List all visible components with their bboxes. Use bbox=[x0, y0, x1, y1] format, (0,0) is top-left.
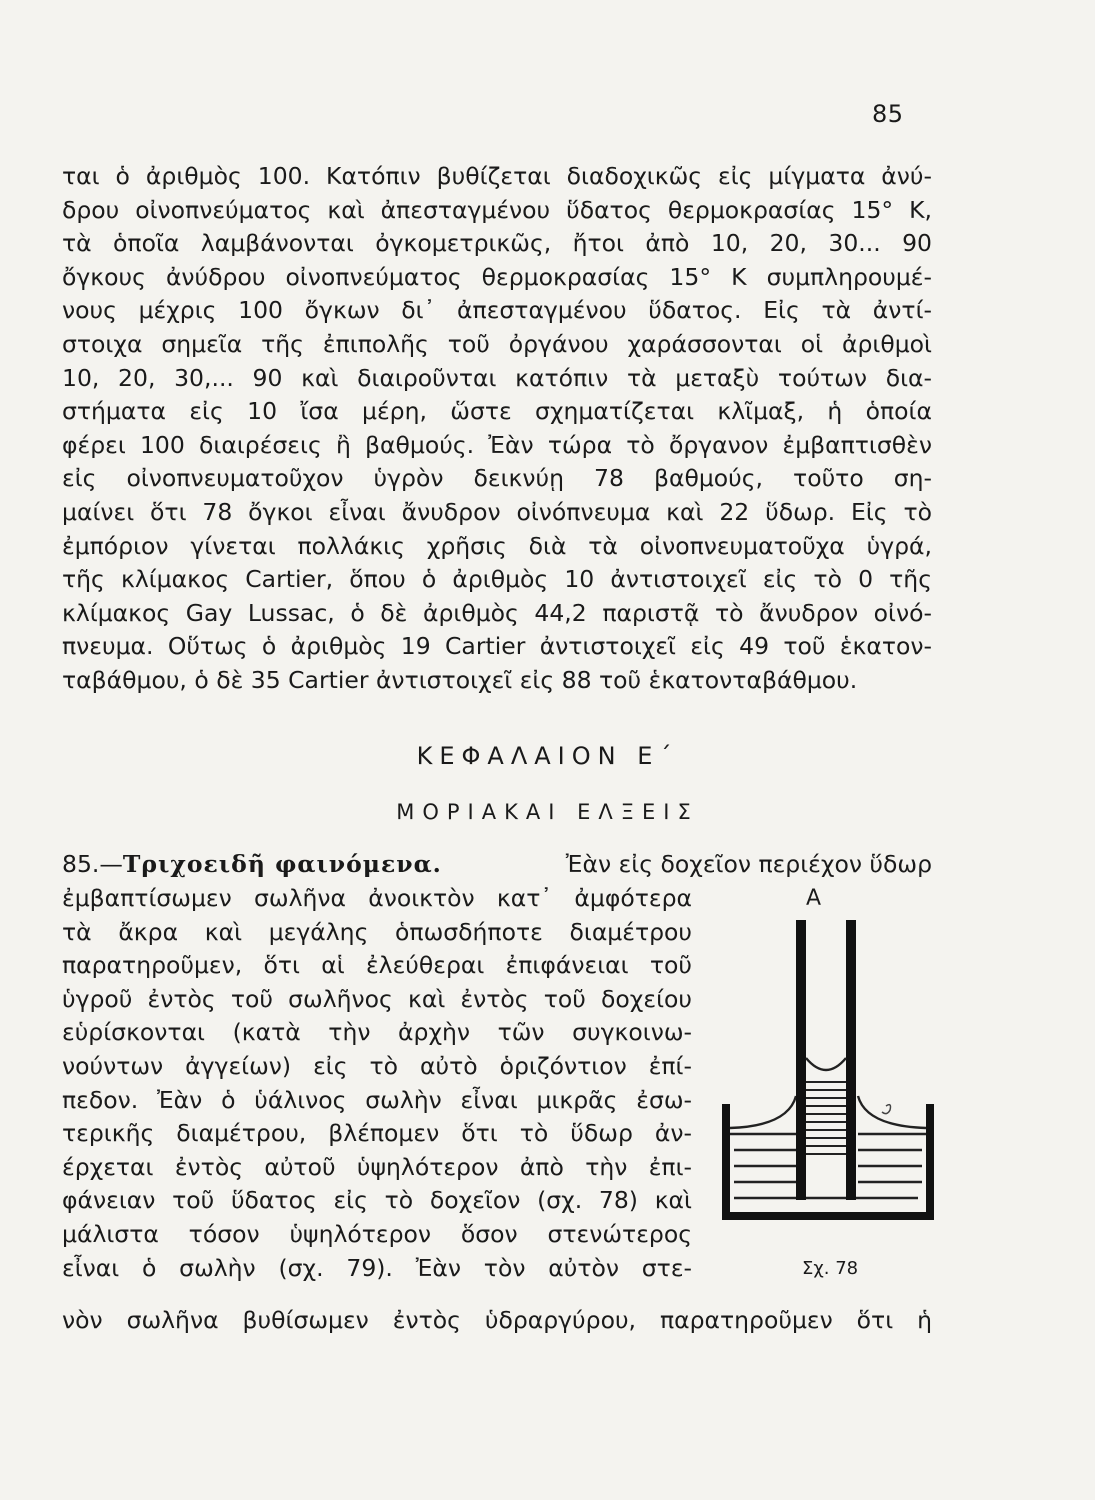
body-paragraph bbox=[62, 160, 932, 698]
text-line: δρου οἰνοπνεύματος καὶ ἀπεσταγμένου ὕδατος θερμοκρασίας 15° Κ, bbox=[62, 195, 932, 224]
text-line: νούντων ἀγγείων) εἰς τὸ αὐτὸ ὁριζόντιον ἐπί- bbox=[62, 1051, 692, 1080]
text-line: ται ὁ ἀριθμὸς 100. Κατόπιν βυθίζεται διαδοχικῶς εἰς μίγματα ἀνύ- bbox=[62, 162, 932, 190]
text-line: νὸν σωλῆνα βυθίσωμεν ἐντὸς ὑδραργύρου, παρατηροῦμεν ὅτι ἡ bbox=[62, 1306, 932, 1334]
text-line: ἐμπόριον γίνεται πολλάκις χρῆσις διὰ τὰ οἰνοπνευματοῦχα ὑγρά, bbox=[62, 531, 932, 560]
text-line: εἶναι ὁ σωλὴν (σχ. 79). Ἐὰν τὸν αὐτὸν στε- bbox=[62, 1253, 692, 1282]
text-line: κλίμακος Gay Lussac, ὁ δὲ ἀριθμὸς 44,2 παριστᾷ τὸ ἄνυδρον οἰνό- bbox=[62, 598, 932, 627]
text-line: τὰ ὁποῖα λαμβάνονται ὀγκομετρικῶς, ἤτοι ἀπὸ 10, 20, 30... 90 bbox=[62, 229, 932, 258]
smudge-mark bbox=[882, 1105, 891, 1114]
text-line: έρχεται ἐντὸς αὐτοῦ ὑψηλότερον ἀπὸ τὴν ἐπι- bbox=[62, 1152, 692, 1181]
section-number: 85.— bbox=[62, 850, 123, 878]
text-line: φέρει 100 διαιρέσεις ἢ βαθμούς. Ἐὰν τώρα τὸ ὄργανον ἐμβαπτισθὲν bbox=[62, 430, 932, 459]
container-right-wall bbox=[926, 1104, 934, 1220]
section-heading-title: Τριχοειδῆ φαινόμενα. bbox=[122, 850, 442, 878]
section-85-lead bbox=[62, 848, 442, 882]
text-line: εἰς οἰνοπνευματοῦχον ὑγρὸν δεικνύῃ 78 βαθμούς, τοῦτο ση- bbox=[62, 464, 932, 493]
capillary-figure bbox=[718, 886, 938, 1226]
text-line: πεδον. Ἐὰν ὁ ὑάλινος σωλὴν εἶναι μικρᾶς ἐσω- bbox=[62, 1085, 692, 1114]
section-title: ΜΟΡΙΑΚΑΙ ΕΛΞΕΙΣ bbox=[396, 800, 699, 824]
text-line: 10, 20, 30,... 90 καὶ διαιροῦνται κατόπιν τὰ μεταξὺ τούτων δια- bbox=[62, 363, 932, 392]
text-line: μάλιστα τόσον ὑψηλότερον ὅσον στενώτερος bbox=[62, 1219, 692, 1248]
text-line: τερικῆς διαμέτρου, βλέπομεν ὅτι τὸ ὕδωρ ἀν- bbox=[62, 1119, 692, 1148]
text-line: στήματα εἰς 10 ἴσα μέρη, ὥστε σχηματίζεται κλῖμαξ, ἡ ὁποία bbox=[62, 397, 932, 426]
text-line: πνευμα. Οὕτως ὁ ἀριθμὸς 19 Cartier ἀντιστοιχεῖ εἰς 49 τοῦ ἑκατον- bbox=[62, 632, 932, 661]
section-85-rest: Ἐὰν εἰς δοχεῖον περιέχον ὕδωρ bbox=[565, 850, 932, 878]
chapter-title: ΚΕΦΑΛΑΙΟΝ Ε΄ bbox=[416, 742, 679, 770]
figure-caption: Σχ. 78 bbox=[802, 1258, 859, 1279]
text-line: ἐμβαπτίσωμεν σωλῆνα ἀνοικτὸν κατ᾽ ἀμφότερα bbox=[62, 884, 692, 912]
section-85-heading bbox=[62, 848, 932, 882]
text-line: στοιχα σημεῖα τῆς ἐπιπολῆς τοῦ ὀργάνου χαράσσονται οἱ ἀριθμοὶ bbox=[62, 329, 932, 358]
tube-right-wall bbox=[846, 920, 856, 1200]
tube-meniscus bbox=[806, 1058, 846, 1070]
text-line: ὑγροῦ ἐντὸς τοῦ σωλῆνος καὶ ἐντὸς τοῦ δοχείου bbox=[62, 984, 692, 1013]
outer-meniscus-right bbox=[858, 1096, 926, 1128]
figure-label: Α bbox=[806, 886, 822, 911]
text-line: μαίνει ὅτι 78 ὄγκοι εἶναι ἄνυδρον οἰνόπνευμα καὶ 22 ὕδωρ. Εἰς τὸ bbox=[62, 497, 932, 526]
text-line: νους μέχρις 100 ὄγκων δι᾽ ἀπεσταγμένου ὕδατος. Εἰς τὰ ἀντί- bbox=[62, 296, 932, 325]
wrapped-paragraph bbox=[62, 882, 692, 1285]
text-line: παρατηροῦμεν, ὅτι αἱ ἐλεύθεραι ἐπιφάνειαι τοῦ bbox=[62, 951, 692, 980]
container-left-wall bbox=[722, 1104, 730, 1220]
text-line: εὑρίσκονται (κατὰ τὴν ἀρχὴν τῶν συγκοινω- bbox=[62, 1018, 692, 1047]
water-hatching bbox=[730, 1134, 926, 1198]
page-number: 85 bbox=[872, 100, 904, 128]
capillary-diagram bbox=[718, 886, 938, 1226]
container-bottom bbox=[722, 1212, 934, 1220]
outer-meniscus-left bbox=[730, 1096, 796, 1128]
tube-water-hatching bbox=[806, 1082, 846, 1154]
tube-left-wall bbox=[796, 920, 806, 1200]
text-line: τὰ ἄκρα καὶ μεγάλης ὁπωσδήποτε διαμέτρου bbox=[62, 917, 692, 946]
text-line: τῆς κλίμακος Cartier, ὅπου ὁ ἀριθμὸς 10 ἀντιστοιχεῖ εἰς τὸ 0 τῆς bbox=[62, 565, 932, 594]
text-line: ὄγκους ἀνύδρου οἰνοπνεύματος θερμοκρασίας 15° Κ συμπληρουμέ- bbox=[62, 262, 932, 291]
text-line: ταβάθμου, ὁ δὲ 35 Cartier ἀντιστοιχεῖ εἰς 88 τοῦ ἑκατονταβάθμου. bbox=[62, 665, 858, 694]
text-line: φάνειαν τοῦ ὕδατος εἰς τὸ δοχεῖον (σχ. 78) καὶ bbox=[62, 1186, 692, 1215]
